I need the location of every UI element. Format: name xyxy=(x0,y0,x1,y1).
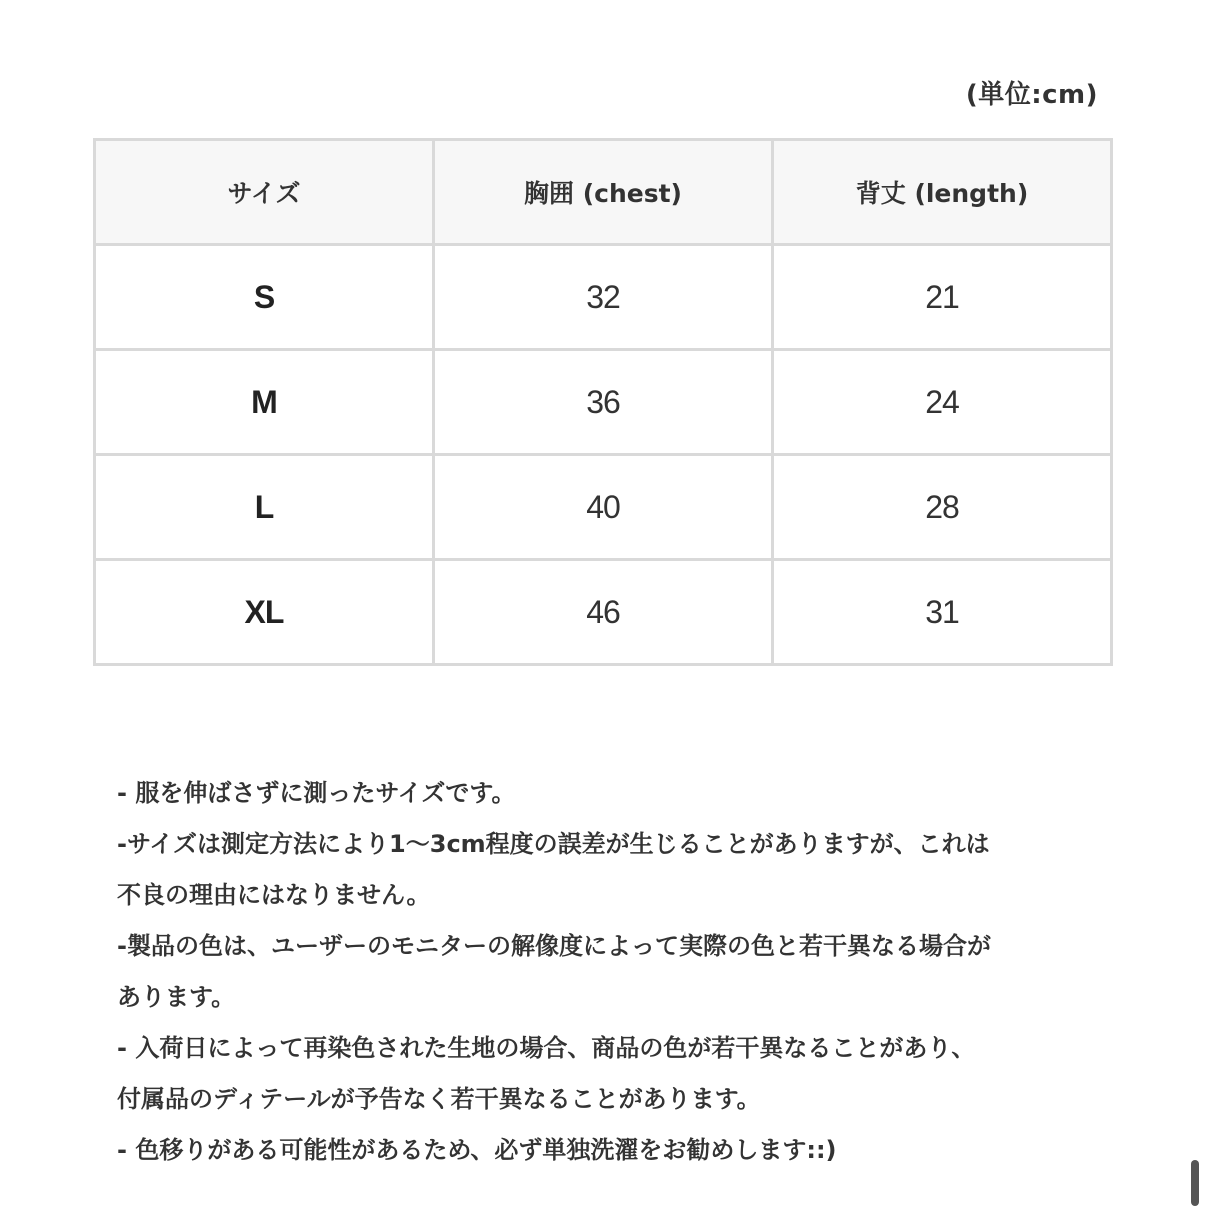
size-cell: L xyxy=(95,455,434,560)
table-row xyxy=(95,560,1112,665)
length-cell: 24 xyxy=(773,350,1112,455)
chest-cell: 32 xyxy=(434,245,773,350)
table-header-row xyxy=(95,140,1112,245)
header-size: サイズ xyxy=(95,140,434,245)
note-line: - 服を伸ばさずに測ったサイズです。 xyxy=(117,779,516,807)
chest-cell: 46 xyxy=(434,560,773,665)
header-chest: 胸囲 (chest) xyxy=(434,140,773,245)
note-line: -サイズは測定方法により1～3cm程度の誤差が生じることがありますが、これは xyxy=(117,830,990,858)
note-line: 付属品のディテールが予告なく若干異なることがあります。 xyxy=(117,1085,761,1113)
unit-label: (単位:cm) xyxy=(965,80,1098,110)
chest-cell: 36 xyxy=(434,350,773,455)
length-cell: 21 xyxy=(773,245,1112,350)
note-line: -製品の色は、ユーザーのモニターの解像度によって実際の色と若干異なる場合が xyxy=(117,932,991,960)
length-cell: 28 xyxy=(773,455,1112,560)
size-chart-table xyxy=(93,138,1113,666)
size-cell: XL xyxy=(95,560,434,665)
size-cell: S xyxy=(95,245,434,350)
header-length: 背丈 (length) xyxy=(773,140,1112,245)
note-line: - 色移りがある可能性があるため、必ず単独洗濯をお勧めします::) xyxy=(117,1136,837,1164)
table-row xyxy=(95,245,1112,350)
note-line: 不良の理由にはなりません。 xyxy=(117,881,431,909)
note-line: - 入荷日によって再染色された生地の場合、商品の色が若干異なることがあり、 xyxy=(117,1034,976,1062)
note-line: あります。 xyxy=(117,983,236,1011)
length-cell: 31 xyxy=(773,560,1112,665)
notes-section xyxy=(117,768,1077,1176)
size-cell: M xyxy=(95,350,434,455)
chest-cell: 40 xyxy=(434,455,773,560)
table-row xyxy=(95,455,1112,560)
table-row xyxy=(95,350,1112,455)
scrollbar-thumb[interactable] xyxy=(1191,1160,1199,1206)
